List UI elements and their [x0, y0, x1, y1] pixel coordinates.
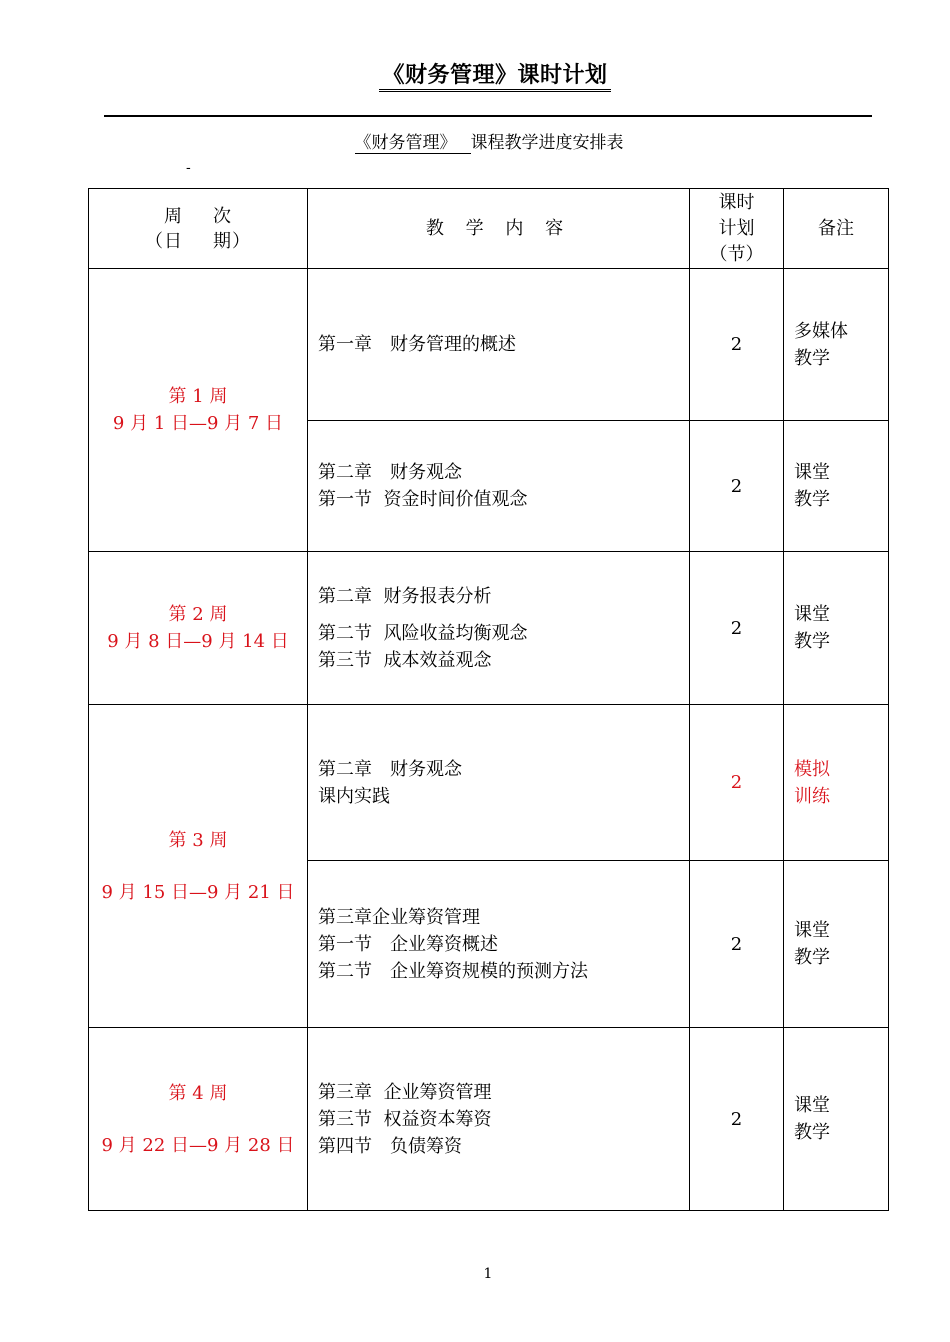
stray-dash: -	[186, 160, 191, 176]
week-dates: 9 月 8 日—9 月 14 日	[107, 631, 289, 652]
week-cell	[89, 1028, 308, 1211]
header-week: 周 次 （日 期）	[89, 189, 308, 269]
note-cell: 模拟 训练	[784, 705, 889, 861]
week-label: 第 3 周	[168, 829, 228, 851]
content-cell: 第二章 财务观念 课内实践	[308, 705, 690, 861]
week-cell	[89, 269, 308, 552]
title-rule	[104, 115, 872, 117]
week-cell	[89, 705, 308, 1028]
week-dates: 9 月 22 日—9 月 28 日	[101, 1134, 295, 1156]
caption-course-name: 《财务管理》	[355, 133, 471, 154]
table-row	[89, 705, 889, 861]
note-cell: 课堂 教学	[784, 421, 889, 552]
hours-cell: 2	[690, 552, 784, 705]
hours-cell: 2	[690, 1028, 784, 1211]
content-cell: 第二章 财务报表分析 第二节 风险收益均衡观念 第三节 成本效益观念	[308, 552, 690, 705]
week-dates: 9 月 15 日—9 月 21 日	[101, 881, 295, 903]
note-cell: 课堂 教学	[784, 1028, 889, 1211]
hours-cell: 2	[690, 861, 784, 1028]
table-row	[89, 552, 889, 705]
week-dates: 9 月 1 日—9 月 7 日	[112, 413, 284, 434]
note-cell: 多媒体 教学	[784, 269, 889, 421]
hours-cell: 2	[690, 421, 784, 552]
hours-cell: 2	[690, 705, 784, 861]
schedule-table	[88, 188, 889, 1211]
week-label: 第 4 周	[168, 1082, 228, 1104]
caption-rest: 课程教学进度安排表	[470, 133, 624, 153]
hours-cell: 2	[690, 269, 784, 421]
table-caption	[0, 128, 950, 153]
content-cell: 第一章 财务管理的概述	[308, 269, 690, 421]
content-cell: 第三章 企业筹资管理 第三节 权益资本筹资 第四节 负债筹资	[308, 1028, 690, 1211]
week-cell	[89, 552, 308, 705]
header-row	[89, 189, 889, 269]
week-label: 第 2 周	[168, 604, 228, 625]
header-content: 教 学 内 容	[308, 189, 690, 269]
week-label: 第 1 周	[168, 386, 228, 407]
header-hours: 课时 计划 （节）	[690, 189, 784, 269]
content-cell: 第三章企业筹资管理 第一节 企业筹资概述 第二节 企业筹资规模的预测方法	[308, 861, 690, 1028]
page-title: 《财务管理》课时计划	[0, 58, 950, 89]
note-cell: 课堂 教学	[784, 552, 889, 705]
page-number: 1	[483, 1266, 493, 1282]
header-note: 备注	[784, 189, 889, 269]
table-row	[89, 1028, 889, 1211]
table-row	[89, 269, 889, 421]
note-cell: 课堂 教学	[784, 861, 889, 1028]
content-cell: 第二章 财务观念 第一节 资金时间价值观念	[308, 421, 690, 552]
